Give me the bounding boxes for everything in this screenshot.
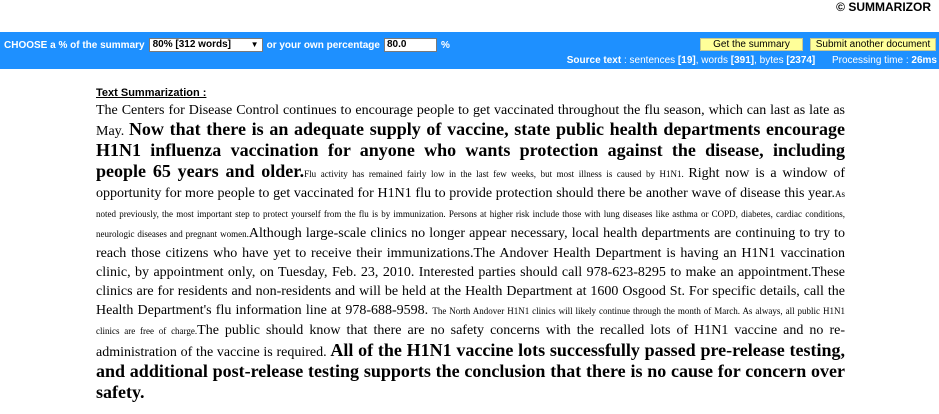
- bytes-count: [2374]: [786, 55, 816, 66]
- summary-sentence: Although large-scale clinics no longer appear necessary, local health departments are continuing to try to reach those citizens who have yet to receive their immunizations.: [96, 226, 845, 261]
- summary-sentence: As noted previously, the most important step to protect yourself from the flu is by immunization. Persons at higher risk include those with lung diseases like asthma or COPD, diabetes, cardiac conditions, neurologic diseases and pregnant women.: [96, 189, 845, 239]
- sentences-count: [19]: [677, 55, 696, 66]
- brand-logo: © SUMMARIZOR: [836, 0, 931, 14]
- summary-sentence: These clinics are for residents and non-residents and will be held at the Health Department at 1600 Osgood St. For specific details, call the Health Department's flu information line at 978-688-9598.: [96, 265, 845, 318]
- sentences-label: sentences: [629, 55, 676, 66]
- summary-heading: Text Summarization :: [96, 87, 207, 99]
- percent-sign: %: [440, 39, 450, 51]
- own-percentage-input[interactable]: 80.0: [384, 38, 437, 52]
- summary-sentence: Flu activity has remained fairly low in the last few weeks, but most illness is caused by H1N1.: [304, 169, 689, 179]
- summary-percentage-select[interactable]: [149, 38, 263, 52]
- summary-sentence: Now that there is an adequate supply of vaccine, state public health departments encourage H1N1 influenza vaccination for anyone who wants protection against the disease, including people 65 years and older.: [96, 119, 845, 181]
- processing-time-value: 26ms: [911, 55, 937, 66]
- source-text-label: Source text: [566, 55, 622, 66]
- top-bar: [0, 0, 939, 15]
- processing-time-label: Processing time :: [831, 55, 909, 66]
- words-label: words: [701, 55, 728, 66]
- submit-another-button[interactable]: Submit another document: [810, 38, 936, 51]
- summary-text: [96, 101, 845, 404]
- summary-content: [96, 87, 845, 404]
- summary-sentence: The Andover Health Department is having an H1N1 vaccination clinic, by appointment only, on Tuesday, Feb. 23, 2010. Interested parties should call 978-623-8295 to make an appointment.: [96, 246, 846, 280]
- summary-sentence: The North Andover H1N1 clinics will likely continue through the month of March. As always, all public H1N1 clinics are free of charge.: [96, 306, 845, 336]
- controls-row: [4, 37, 450, 53]
- words-count: [391]: [730, 55, 755, 66]
- summary-sentence: The public should know that there are no safety concerns with the recalled lots of H1N1 vaccine and no re-administration of the vaccine is required.: [96, 323, 845, 360]
- summary-sentence: Right now is a window of opportunity for more people to get vaccinated for H1N1 flu to provide protection should there be another wave of disease this year.: [96, 166, 846, 201]
- summary-sentence: The Centers for Disease Control continues to encourage people to get vaccinated throughout the flu season, which can last as late as May.: [96, 103, 845, 139]
- choose-label: CHOOSE a % of the summary: [4, 39, 145, 51]
- get-summary-button[interactable]: Get the summary: [700, 38, 803, 51]
- chevron-down-icon: ▼: [250, 40, 259, 49]
- own-percentage-label: or your own percentage: [266, 39, 380, 51]
- summary-select-value: 80% [312 words]: [152, 39, 231, 50]
- bytes-label: bytes: [759, 55, 784, 66]
- source-stats: Source text : sentences [19], words [391], bytes [2374] Processing time : 26ms: [566, 55, 937, 66]
- toolbar: [0, 32, 939, 69]
- summary-sentence: All of the H1N1 vaccine lots successfully passed pre-release testing, and additional post-release testing supports the conclusion that there is no cause for concern over safety.: [96, 340, 845, 402]
